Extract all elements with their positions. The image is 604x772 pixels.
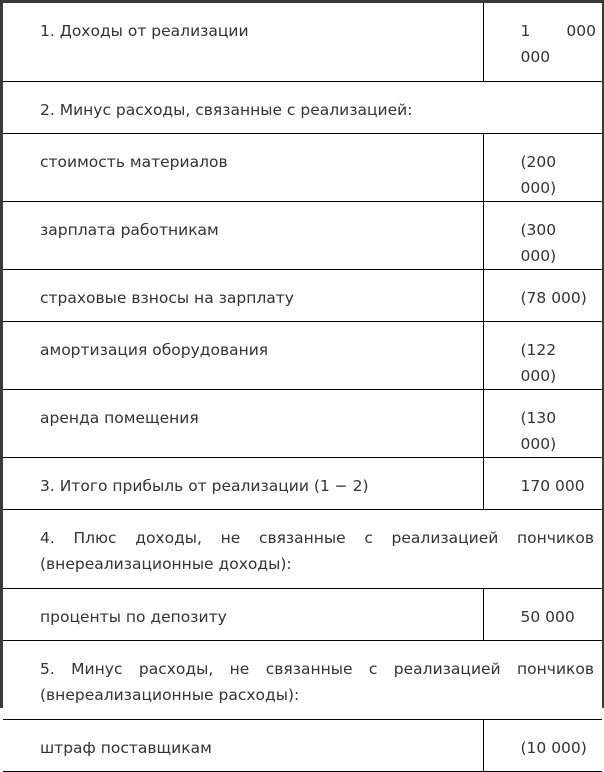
table-row: [3, 82, 602, 134]
row-value: (10 000): [483, 720, 602, 772]
profit-table: [3, 3, 602, 772]
table-row: [3, 458, 602, 510]
table-row: [3, 270, 602, 322]
table-row: [3, 3, 602, 82]
row-label: штраф поставщикам: [3, 720, 483, 772]
row-value: 50 000: [483, 589, 602, 641]
row-value: (78 000): [483, 270, 602, 322]
row-value: 1 000 000: [483, 3, 602, 82]
table-row: [3, 510, 602, 589]
row-label: 3. Итого прибыль от реализации (1 − 2): [3, 458, 483, 510]
row-label: стоимость материалов: [3, 134, 483, 202]
row-label: зарплата работникам: [3, 202, 483, 270]
table-row: [3, 589, 602, 641]
row-label: 1. Доходы от реализации: [3, 3, 483, 82]
row-label: страховые взносы на зарплату: [3, 270, 483, 322]
table-row: [3, 322, 602, 390]
row-value: (300 000): [483, 202, 602, 270]
row-label: аренда помещения: [3, 390, 483, 458]
section-heading: 2. Минус расходы, связанные с реализацией:: [3, 82, 602, 134]
section-heading: 5. Минус расходы, не связанные с реализацией пончиков (внереализационные расходы):: [3, 641, 602, 720]
row-value: (130 000): [483, 390, 602, 458]
row-value: 170 000: [483, 458, 602, 510]
table-row: [3, 134, 602, 202]
row-value: (122 000): [483, 322, 602, 390]
row-label: амортизация оборудования: [3, 322, 483, 390]
row-value: (200 000): [483, 134, 602, 202]
section-heading: 4. Плюс доходы, не связанные с реализацией пончиков (внереализационные доходы):: [3, 510, 602, 589]
row-label: проценты по депозиту: [3, 589, 483, 641]
table-row: [3, 390, 602, 458]
table-row: [3, 720, 602, 772]
table-row: [3, 202, 602, 270]
